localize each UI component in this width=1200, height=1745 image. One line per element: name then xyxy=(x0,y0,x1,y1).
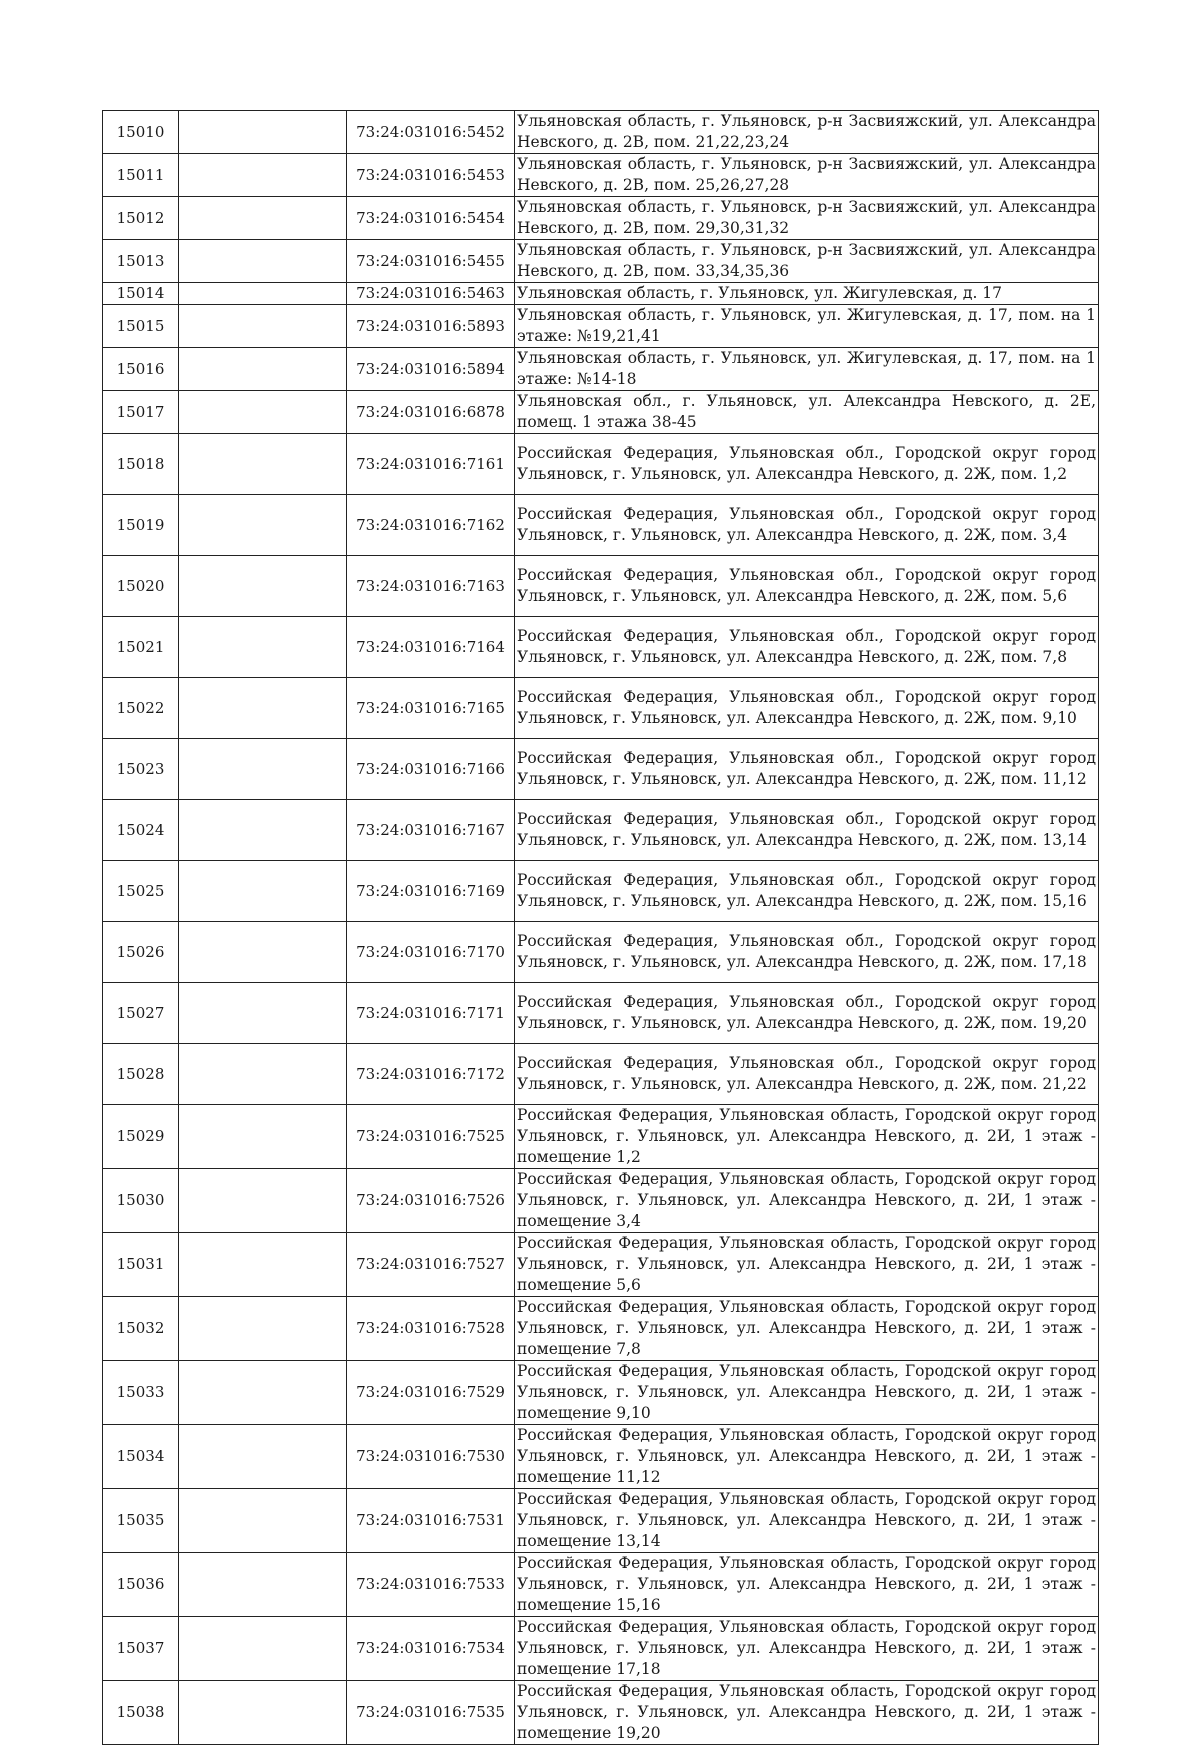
row-number-cell: 15037 xyxy=(103,1617,179,1681)
address-cell: Российская Федерация, Ульяновская область, Городской округ город Ульяновск, г. Ульяновск, ул. Александра Невского, д. 2И, 1 этаж - помещение 1,2 xyxy=(515,1105,1099,1169)
cadastral-number-cell: 73:24:031016:7525 xyxy=(347,1105,515,1169)
row-number-cell: 15014 xyxy=(103,283,179,305)
row-number-cell: 15029 xyxy=(103,1105,179,1169)
table-row xyxy=(103,1169,1099,1233)
cadastral-number-cell: 73:24:031016:7166 xyxy=(347,739,515,800)
row-number-cell: 15018 xyxy=(103,434,179,495)
cadastral-number-cell: 73:24:031016:7171 xyxy=(347,983,515,1044)
address-cell: Российская Федерация, Ульяновская обл., Городской округ город Ульяновск, г. Ульяновск, ул. Александра Невского, д. 2Ж, пом. 17,18 xyxy=(515,922,1099,983)
table-row xyxy=(103,800,1099,861)
empty-cell xyxy=(179,1425,347,1489)
cadastral-number-cell: 73:24:031016:5452 xyxy=(347,111,515,154)
table-row xyxy=(103,434,1099,495)
row-number-cell: 15020 xyxy=(103,556,179,617)
address-cell: Ульяновская обл., г. Ульяновск, ул. Александра Невского, д. 2Е, помещ. 1 этажа 38-45 xyxy=(515,391,1099,434)
cadastral-number-cell: 73:24:031016:7534 xyxy=(347,1617,515,1681)
empty-cell xyxy=(179,861,347,922)
cadastral-number-cell: 73:24:031016:7163 xyxy=(347,556,515,617)
row-number-cell: 15011 xyxy=(103,154,179,197)
empty-cell xyxy=(179,922,347,983)
row-number-cell: 15022 xyxy=(103,678,179,739)
cadastral-number-cell: 73:24:031016:5454 xyxy=(347,197,515,240)
table-row xyxy=(103,983,1099,1044)
row-number-cell: 15019 xyxy=(103,495,179,556)
table-row xyxy=(103,922,1099,983)
address-cell: Российская Федерация, Ульяновская обл., Городской округ город Ульяновск, г. Ульяновск, ул. Александра Невского, д. 2Ж, пом. 15,16 xyxy=(515,861,1099,922)
cadastral-number-cell: 73:24:031016:7169 xyxy=(347,861,515,922)
cadastral-number-cell: 73:24:031016:7164 xyxy=(347,617,515,678)
address-cell: Российская Федерация, Ульяновская обл., Городской округ город Ульяновск, г. Ульяновск, ул. Александра Невского, д. 2Ж, пом. 9,10 xyxy=(515,678,1099,739)
empty-cell xyxy=(179,283,347,305)
address-cell: Российская Федерация, Ульяновская обл., Городской округ город Ульяновск, г. Ульяновск, ул. Александра Невского, д. 2Ж, пом. 7,8 xyxy=(515,617,1099,678)
address-cell: Российская Федерация, Ульяновская обл., Городской округ город Ульяновск, г. Ульяновск, ул. Александра Невского, д. 2Ж, пом. 3,4 xyxy=(515,495,1099,556)
table-row xyxy=(103,197,1099,240)
address-cell: Российская Федерация, Ульяновская область, Городской округ город Ульяновск, г. Ульяновск, ул. Александра Невского, д. 2И, 1 этаж - помещение 5,6 xyxy=(515,1233,1099,1297)
table-row xyxy=(103,305,1099,348)
table-row xyxy=(103,495,1099,556)
cadastral-number-cell: 73:24:031016:5455 xyxy=(347,240,515,283)
address-cell: Российская Федерация, Ульяновская область, Городской округ город Ульяновск, г. Ульяновск, ул. Александра Невского, д. 2И, 1 этаж - помещение 7,8 xyxy=(515,1297,1099,1361)
empty-cell xyxy=(179,556,347,617)
row-number-cell: 15021 xyxy=(103,617,179,678)
empty-cell xyxy=(179,1361,347,1425)
row-number-cell: 15031 xyxy=(103,1233,179,1297)
address-cell: Ульяновская область, г. Ульяновск, ул. Жигулевская, д. 17, пом. на 1 этаже: №14-18 xyxy=(515,348,1099,391)
cadastral-number-cell: 73:24:031016:7535 xyxy=(347,1681,515,1745)
table-row xyxy=(103,1233,1099,1297)
address-cell: Российская Федерация, Ульяновская область, Городской округ город Ульяновск, г. Ульяновск, ул. Александра Невского, д. 2И, 1 этаж - помещение 3,4 xyxy=(515,1169,1099,1233)
empty-cell xyxy=(179,434,347,495)
empty-cell xyxy=(179,1297,347,1361)
cadastral-number-cell: 73:24:031016:7531 xyxy=(347,1489,515,1553)
table-row xyxy=(103,1297,1099,1361)
table-row xyxy=(103,283,1099,305)
row-number-cell: 15010 xyxy=(103,111,179,154)
row-number-cell: 15026 xyxy=(103,922,179,983)
empty-cell xyxy=(179,391,347,434)
empty-cell xyxy=(179,1044,347,1105)
row-number-cell: 15025 xyxy=(103,861,179,922)
address-cell: Российская Федерация, Ульяновская область, Городской округ город Ульяновск, г. Ульяновск, ул. Александра Невского, д. 2И, 1 этаж - помещение 13,14 xyxy=(515,1489,1099,1553)
cadastral-number-cell: 73:24:031016:7165 xyxy=(347,678,515,739)
table-row xyxy=(103,1681,1099,1745)
address-cell: Ульяновская область, г. Ульяновск, ул. Жигулевская, д. 17 xyxy=(515,283,1099,305)
address-cell: Ульяновская область, г. Ульяновск, р-н Засвияжский, ул. Александра Невского, д. 2В, пом. 21,22,23,24 xyxy=(515,111,1099,154)
cadastral-number-cell: 73:24:031016:5453 xyxy=(347,154,515,197)
table-row xyxy=(103,1361,1099,1425)
empty-cell xyxy=(179,678,347,739)
row-number-cell: 15035 xyxy=(103,1489,179,1553)
address-cell: Российская Федерация, Ульяновская область, Городской округ город Ульяновск, г. Ульяновск, ул. Александра Невского, д. 2И, 1 этаж - помещение 9,10 xyxy=(515,1361,1099,1425)
address-cell: Российская Федерация, Ульяновская обл., Городской округ город Ульяновск, г. Ульяновск, ул. Александра Невского, д. 2Ж, пом. 5,6 xyxy=(515,556,1099,617)
address-cell: Ульяновская область, г. Ульяновск, р-н Засвияжский, ул. Александра Невского, д. 2В, пом. 25,26,27,28 xyxy=(515,154,1099,197)
cadastral-number-cell: 73:24:031016:6878 xyxy=(347,391,515,434)
table-row xyxy=(103,1044,1099,1105)
address-cell: Российская Федерация, Ульяновская область, Городской округ город Ульяновск, г. Ульяновск, ул. Александра Невского, д. 2И, 1 этаж - помещение 11,12 xyxy=(515,1425,1099,1489)
table-row xyxy=(103,556,1099,617)
empty-cell xyxy=(179,800,347,861)
address-cell: Российская Федерация, Ульяновская обл., Городской округ город Ульяновск, г. Ульяновск, ул. Александра Невского, д. 2Ж, пом. 21,22 xyxy=(515,1044,1099,1105)
row-number-cell: 15032 xyxy=(103,1297,179,1361)
address-cell: Российская Федерация, Ульяновская обл., Городской округ город Ульяновск, г. Ульяновск, ул. Александра Невского, д. 2Ж, пом. 19,20 xyxy=(515,983,1099,1044)
row-number-cell: 15017 xyxy=(103,391,179,434)
table-row xyxy=(103,1105,1099,1169)
empty-cell xyxy=(179,111,347,154)
empty-cell xyxy=(179,1233,347,1297)
empty-cell xyxy=(179,739,347,800)
cadastral-number-cell: 73:24:031016:7172 xyxy=(347,1044,515,1105)
registry-table xyxy=(102,110,1099,1745)
table-row xyxy=(103,678,1099,739)
table-row xyxy=(103,739,1099,800)
row-number-cell: 15023 xyxy=(103,739,179,800)
row-number-cell: 15027 xyxy=(103,983,179,1044)
empty-cell xyxy=(179,1489,347,1553)
row-number-cell: 15038 xyxy=(103,1681,179,1745)
table-row xyxy=(103,617,1099,678)
empty-cell xyxy=(179,495,347,556)
address-cell: Российская Федерация, Ульяновская обл., Городской округ город Ульяновск, г. Ульяновск, ул. Александра Невского, д. 2Ж, пом. 13,14 xyxy=(515,800,1099,861)
table-row xyxy=(103,154,1099,197)
table-row xyxy=(103,348,1099,391)
empty-cell xyxy=(179,617,347,678)
address-cell: Ульяновская область, г. Ульяновск, ул. Жигулевская, д. 17, пом. на 1 этаже: №19,21,41 xyxy=(515,305,1099,348)
address-cell: Российская Федерация, Ульяновская область, Городской округ город Ульяновск, г. Ульяновск, ул. Александра Невского, д. 2И, 1 этаж - помещение 15,16 xyxy=(515,1553,1099,1617)
empty-cell xyxy=(179,154,347,197)
cadastral-number-cell: 73:24:031016:7167 xyxy=(347,800,515,861)
address-cell: Российская Федерация, Ульяновская обл., Городской округ город Ульяновск, г. Ульяновск, ул. Александра Невского, д. 2Ж, пом. 11,12 xyxy=(515,739,1099,800)
table-row xyxy=(103,240,1099,283)
address-cell: Ульяновская область, г. Ульяновск, р-н Засвияжский, ул. Александра Невского, д. 2В, пом. 29,30,31,32 xyxy=(515,197,1099,240)
row-number-cell: 15036 xyxy=(103,1553,179,1617)
cadastral-number-cell: 73:24:031016:7526 xyxy=(347,1169,515,1233)
cadastral-number-cell: 73:24:031016:7533 xyxy=(347,1553,515,1617)
empty-cell xyxy=(179,348,347,391)
table-row xyxy=(103,111,1099,154)
empty-cell xyxy=(179,197,347,240)
empty-cell xyxy=(179,1681,347,1745)
empty-cell xyxy=(179,1169,347,1233)
cadastral-number-cell: 73:24:031016:7528 xyxy=(347,1297,515,1361)
empty-cell xyxy=(179,1553,347,1617)
cadastral-number-cell: 73:24:031016:5894 xyxy=(347,348,515,391)
empty-cell xyxy=(179,240,347,283)
row-number-cell: 15028 xyxy=(103,1044,179,1105)
address-cell: Российская Федерация, Ульяновская область, Городской округ город Ульяновск, г. Ульяновск, ул. Александра Невского, д. 2И, 1 этаж - помещение 19,20 xyxy=(515,1681,1099,1745)
row-number-cell: 15024 xyxy=(103,800,179,861)
table-row xyxy=(103,1489,1099,1553)
table-row xyxy=(103,1553,1099,1617)
table-row xyxy=(103,861,1099,922)
empty-cell xyxy=(179,1617,347,1681)
cadastral-number-cell: 73:24:031016:5893 xyxy=(347,305,515,348)
row-number-cell: 15012 xyxy=(103,197,179,240)
table-row xyxy=(103,1425,1099,1489)
row-number-cell: 15016 xyxy=(103,348,179,391)
table-row xyxy=(103,1617,1099,1681)
row-number-cell: 15033 xyxy=(103,1361,179,1425)
empty-cell xyxy=(179,1105,347,1169)
row-number-cell: 15030 xyxy=(103,1169,179,1233)
address-cell: Российская Федерация, Ульяновская обл., Городской округ город Ульяновск, г. Ульяновск, ул. Александра Невского, д. 2Ж, пом. 1,2 xyxy=(515,434,1099,495)
cadastral-number-cell: 73:24:031016:7170 xyxy=(347,922,515,983)
cadastral-number-cell: 73:24:031016:7162 xyxy=(347,495,515,556)
empty-cell xyxy=(179,305,347,348)
cadastral-number-cell: 73:24:031016:5463 xyxy=(347,283,515,305)
row-number-cell: 15015 xyxy=(103,305,179,348)
table-row xyxy=(103,391,1099,434)
address-cell: Российская Федерация, Ульяновская область, Городской округ город Ульяновск, г. Ульяновск, ул. Александра Невского, д. 2И, 1 этаж - помещение 17,18 xyxy=(515,1617,1099,1681)
cadastral-number-cell: 73:24:031016:7527 xyxy=(347,1233,515,1297)
cadastral-number-cell: 73:24:031016:7529 xyxy=(347,1361,515,1425)
row-number-cell: 15034 xyxy=(103,1425,179,1489)
address-cell: Ульяновская область, г. Ульяновск, р-н Засвияжский, ул. Александра Невского, д. 2В, пом. 33,34,35,36 xyxy=(515,240,1099,283)
row-number-cell: 15013 xyxy=(103,240,179,283)
empty-cell xyxy=(179,983,347,1044)
cadastral-number-cell: 73:24:031016:7161 xyxy=(347,434,515,495)
cadastral-number-cell: 73:24:031016:7530 xyxy=(347,1425,515,1489)
